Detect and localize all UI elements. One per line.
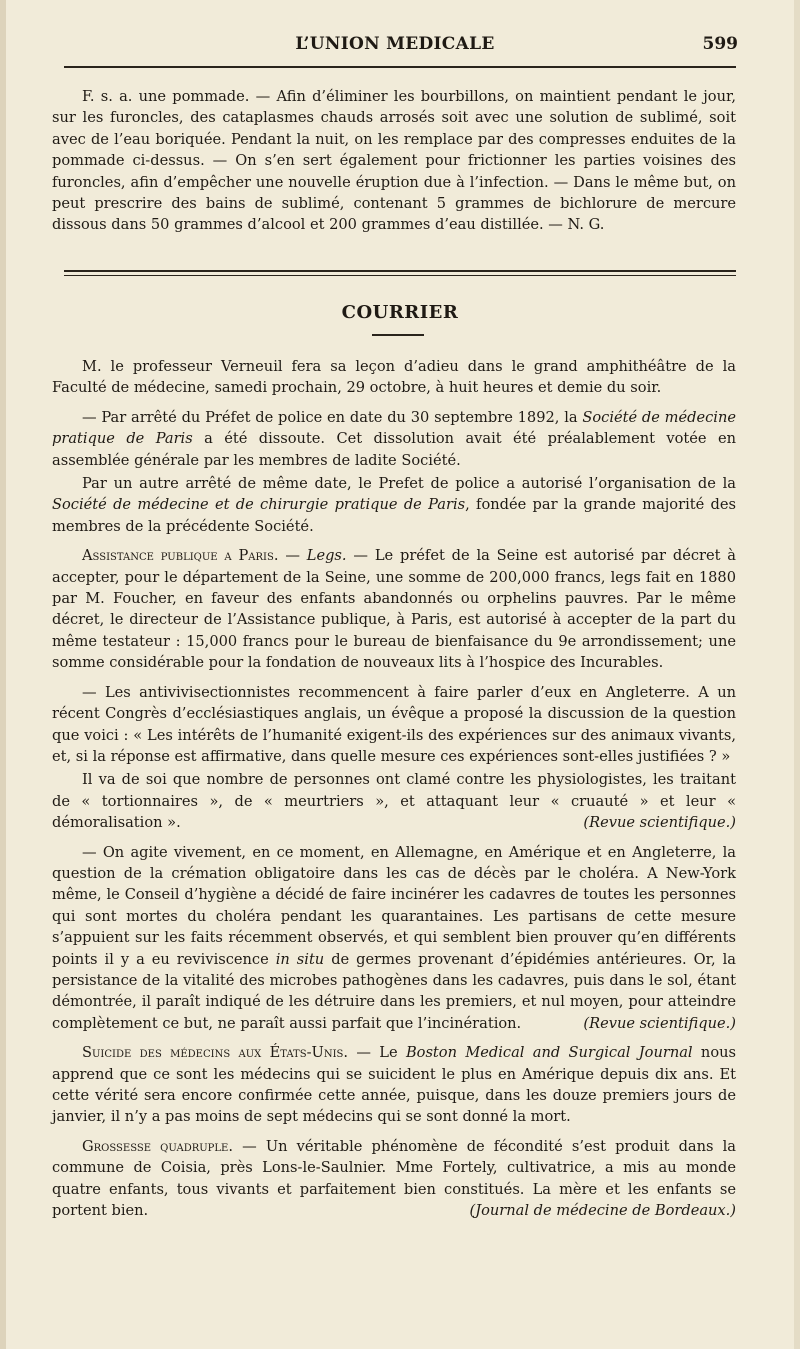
news-grossesse-quadruple: Grossesse quadruple. — Un véritable phénomène de fécondité s’est produit dans la commune de Coisia, près Lons-le-Saulnier. Mme Fortely, cultivatrice, a mis au monde quatre enfants, tous vivants et parfaitement bien constitués. La mère et les enfants se portent bien. (Journal de médecine de Bordeaux.) <box>52 1136 736 1222</box>
source-citation: (Revue scientifique.) <box>583 814 736 832</box>
news-antivivisection: — Les antivivisectionnistes recommencent à faire parler d’eux en Angleterre. A un récent Congrès d’ecclésiastiques anglais, un évêque a proposé la discussion de la question que voici : « Les intérêts de l’humanité exigent-ils des expériences sur des animaux vivants, et, si la réponse est affirmative, dans quelle mesure ces expériences sont-elles justifiées ? » <box>52 683 736 765</box>
section-title-rule <box>372 334 424 336</box>
news-physiologistes: Il va de soi que nombre de personnes ont clamé contre les physiologistes, les traitant de « tortionnaires », de « meurtriers », et attaquant leur « cruauté » et leur « démoralisation ». (Revue scientifique.) <box>52 769 736 833</box>
running-title: L’UNION MEDICALE <box>295 34 495 54</box>
top-paragraph: F. s. a. une pommade. — Afin d’éliminer les bourbillons, on maintient pendant le jour, sur les furoncles, des cataplasmes chauds arrosés soit avec une solution de sublimé, soit avec de l’eau boriquée. Pendant la nuit, on les remplace par des compresses enduites de la pommade ci-dessus. — On s’en sert également pour frictionner les parties voisines des furoncles, afin d’empêcher une nouvelle éruption due à l’infection. — Dans le même but, on peut prescrire des bains de sublimé, contenant 5 grammes de bichlorure de mercure dissous dans 50 grammes d’alcool et 200 grammes d’eau distillée. — N. G. <box>52 88 736 234</box>
section-divider <box>64 270 736 276</box>
page-edge-right <box>794 0 800 1349</box>
top-article <box>52 86 736 236</box>
page-header <box>52 34 738 58</box>
news-societe-nouvelle: Par un autre arrêté de même date, le Prefet de police a autorisé l’organisation de la Société de médecine et de chirurgie pratique de Paris, fondée par la grande majorité des membres de la précédente Société. <box>52 475 737 535</box>
news-verneuil: M. le professeur Verneuil fera sa leçon d’adieu dans le grand amphithéâtre de la Faculté de médecine, samedi prochain, 29 octobre, à huit heures et demie du soir. <box>52 358 736 397</box>
source-citation: (Revue scientifique.) <box>583 1014 736 1032</box>
page-number: 599 <box>702 34 738 54</box>
source-citation: (Journal de médecine de Bordeaux.) <box>469 1202 736 1220</box>
section-title: COURRIER <box>341 302 459 323</box>
news-cremation: — On agite vivement, en ce moment, en Allemagne, en Amérique et en Angleterre, la question de la crémation obligatoire dans les cas de décès par le choléra. A New-York même, le Conseil d’hygiène a décidé de faire incinérer les cadavres de toutes les personnes qui sont mortes du choléra pendant les quarantaines. Les partisans de cette mesure s’appuient sur les faits récemment observés, et qui semblent bien prouver qu’en différents points il y a eu reviviscence in situ de germes provenant d’épidémies antérieures. Or, la persistance de la vitalité des microbes pathogènes dans les cadavres, puis dans le sol, étant démontrée, il paraît indiqué de les détruire dans les premiers, et nul moyen, pour atteindre complètement ce but, ne paraît aussi parfait que l’incinération. (Revue scientifique.) <box>52 842 736 1035</box>
news-assistance-publique: Assistance publique a Paris. — Legs. — Le préfet de la Seine est autorisé par décret à accepter, pour le département de la Seine, une somme de 200,000 francs, legs fait en 1880 par M. Foucher, en faveur des enfants abandonnés ou orphelins pauvres. Par le même décret, le directeur de l’Assistance publique, à Paris, est autorisé à accepter de la part du même testateur : 15,000 francs pour le bureau de bienfaisance du 9e arrondissement; une somme considérable pour la fondation de nouveaux lits à l’hospice des Incurables. <box>52 547 737 672</box>
courrier-body <box>52 356 736 1221</box>
news-suicide-medecins: Suicide des médecins aux États-Unis. — Le Boston Medical and Surgical Journal nous apprend que ce sont les médecins qui se suicident le plus en Amérique depuis dix ans. Et cette vérité sera encore confirmée cette année, puisque, dans les douze premiers jours de janvier, il n’y a pas moins de sept médecins qui se sont donné la mort. <box>52 1044 736 1126</box>
page-edge-left <box>0 0 6 1349</box>
header-rule <box>64 66 736 68</box>
news-societe-dissoute: — Par arrêté du Préfet de police en date du 30 septembre 1892, la Société de médecine pratique de Paris a été dissoute. Cet dissolution avait été préalablement votée en assemblée générale par les membres de ladite Société. <box>52 408 737 469</box>
